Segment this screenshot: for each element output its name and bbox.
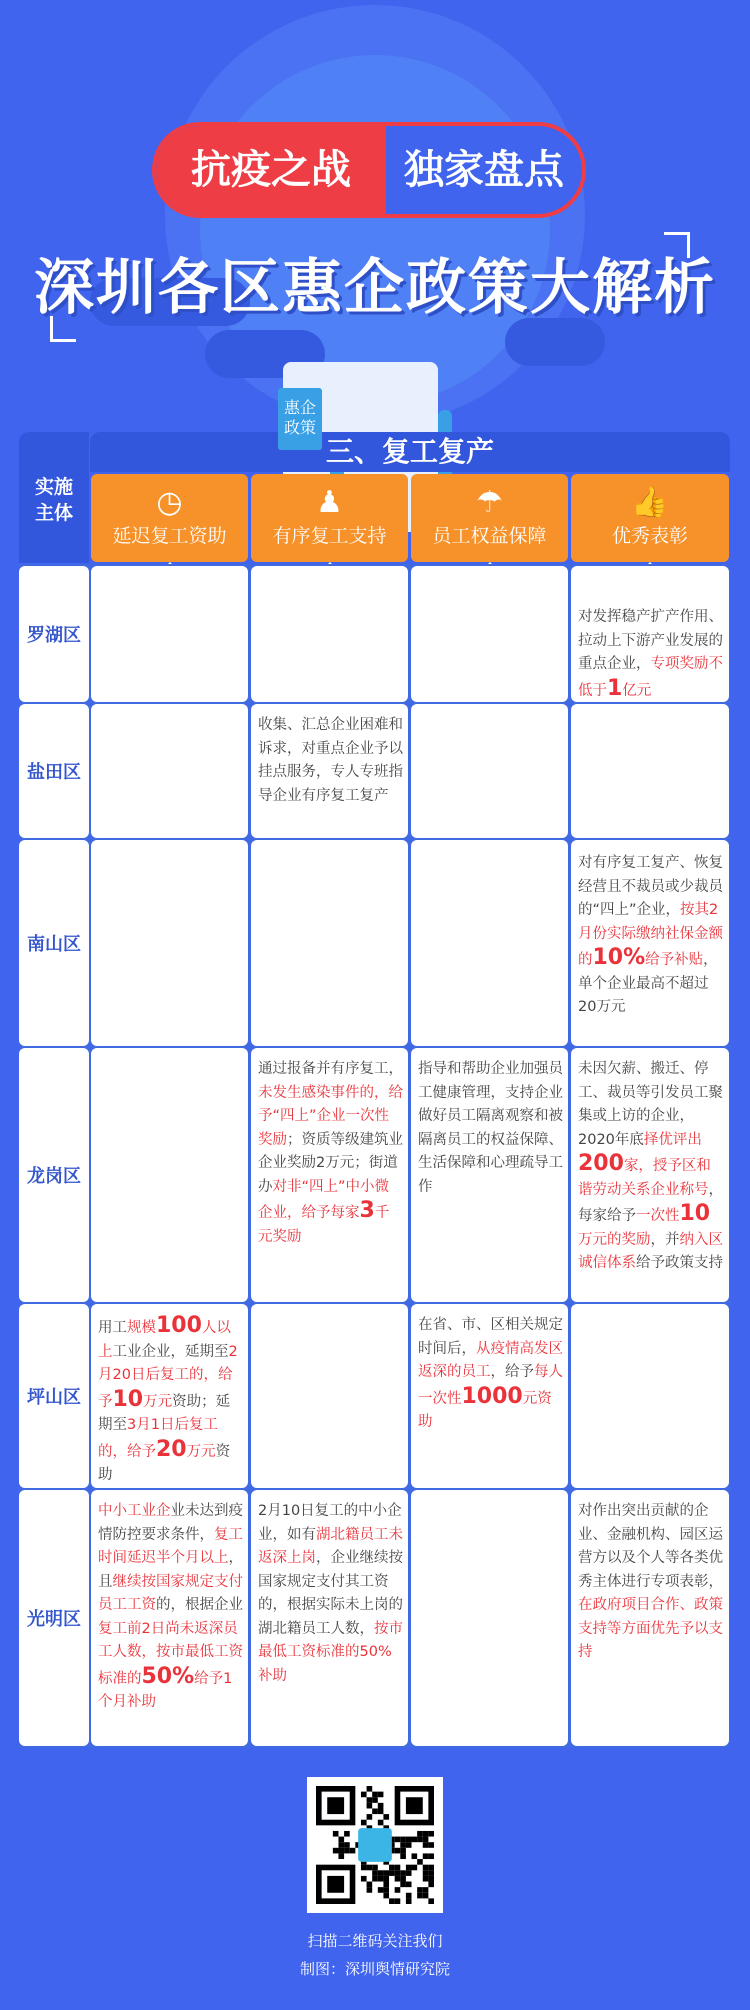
table-cell <box>571 704 729 838</box>
policy-text: ，每家给予 <box>578 1181 723 1224</box>
highlight-text: 家，授予区和谐劳动关系企业称号 <box>578 1158 711 1198</box>
district-label: 坪山区 <box>19 1304 89 1488</box>
table-cell <box>411 566 568 702</box>
highlight-number: 3 <box>359 1198 375 1223</box>
credit-text: 制图：深圳舆情研究院 <box>299 1960 450 1978</box>
highlight-number: 200 <box>578 1151 624 1176</box>
table-cell <box>571 1304 729 1488</box>
table-cell <box>91 840 248 1046</box>
highlight-text: 湖北籍员工未返深上岗 <box>258 1526 403 1566</box>
district-label: 罗湖区 <box>19 566 89 702</box>
policy-text: 用工 <box>98 1320 127 1336</box>
badge-left: 抗疫之战 <box>156 126 386 214</box>
table-cell <box>251 1048 408 1302</box>
table-cell <box>571 840 729 1046</box>
table-cell <box>411 840 568 1046</box>
policy-text: 给予政策支持 <box>636 1255 723 1271</box>
table-cell <box>251 1490 408 1746</box>
highlight-text: 规模 <box>127 1320 156 1336</box>
table-cell <box>91 704 248 838</box>
highlight-text: 中小工业企 <box>98 1503 171 1519</box>
person-icon: ♟ <box>316 485 343 520</box>
highlight-number: 10 <box>679 1201 711 1226</box>
badge-right: 独家盘点 <box>404 147 564 193</box>
thumbs-up-icon: 👍 <box>631 485 669 520</box>
highlight-text: 给予1个月补助 <box>98 1670 233 1710</box>
highlight-text: 万元 <box>143 1393 173 1410</box>
table-cell <box>251 566 408 702</box>
column-header-label: 员工权益保障 <box>432 525 547 547</box>
table-cell <box>251 840 408 1046</box>
column-header-label: 延迟复工资助 <box>112 525 227 547</box>
highlight-number: 100 <box>156 1313 202 1338</box>
column-header-label: 优秀表彰 <box>611 525 688 547</box>
highlight-text: 万元 <box>186 1443 216 1460</box>
district-label: 南山区 <box>19 840 89 1046</box>
table-cell <box>91 1048 248 1302</box>
highlight-text: 在政府项目合作、政策支持等方面优先予以支持 <box>578 1597 723 1660</box>
policy-text: 通过报备并有序复工， <box>258 1061 403 1077</box>
policy-text: 工业企业，延期至 <box>112 1343 229 1360</box>
highlight-number: 10 <box>112 1386 144 1412</box>
column-header <box>91 474 248 562</box>
highlight-text: 元资助 <box>418 1390 552 1430</box>
policy-text: 对作出突出贡献的企业、金融机构、园区运营方以及个人等各类优秀主体进行专项表彰， <box>578 1503 723 1590</box>
highlight-text: 亿元 <box>622 682 652 699</box>
table-cell <box>571 566 729 702</box>
highlight-text: 未发生感染事件的，给予“四上”企业一次性奖励 <box>258 1084 403 1148</box>
subject-header-label: 实施主体 <box>34 476 73 524</box>
highlight-text: 继续按国家规定支付员工工资 <box>98 1573 243 1613</box>
column-header <box>251 474 408 562</box>
district-label: 光明区 <box>19 1490 89 1746</box>
illustration-tag: 惠企政策 <box>278 388 322 450</box>
highlight-text: 纳入区诚信体系 <box>578 1231 723 1271</box>
qr-code[interactable] <box>307 1777 443 1913</box>
table-cell <box>251 1304 408 1488</box>
policy-text: 在省、市、区相关规定时间后， <box>418 1317 563 1357</box>
table-cell <box>571 1048 729 1302</box>
district-label: 盐田区 <box>19 704 89 838</box>
table-cell <box>91 1304 248 1488</box>
highlight-text: 2月20日后复工的，给予 <box>98 1343 238 1410</box>
page-title: 深圳各区惠企政策大解析 <box>34 253 716 323</box>
clock-icon: ◷ <box>156 485 183 520</box>
highlight-text: 从疫情高发区返深的员工 <box>418 1340 563 1380</box>
table-cell <box>411 1304 568 1488</box>
policy-text: 资助 <box>98 1443 231 1483</box>
highlight-text: 千元奖励 <box>258 1205 390 1245</box>
highlight-text: 复工时间延迟半个月以上 <box>98 1526 243 1566</box>
policy-text: 资助；延期至 <box>98 1393 231 1433</box>
policy-text: ；资质等级建筑业企业奖励2万元；街道办 <box>258 1131 403 1195</box>
highlight-text: 3月1日后复工的，给予 <box>98 1417 218 1460</box>
table-cell <box>91 566 248 702</box>
policy-text: 对发挥稳产扩产作用、拉动上下游产业发展的重点企业， <box>578 609 723 672</box>
column-header-label: 有序复工支持 <box>272 525 387 547</box>
policy-text: ，并 <box>650 1231 680 1248</box>
highlight-text: 万元的奖励 <box>578 1231 651 1248</box>
policy-text: 指导和帮助企业加强员工健康管理，支持企业做好员工隔离观察和被隔离员工的权益保障、生活保障和心理疏导工作 <box>418 1061 563 1195</box>
qr-code-image <box>316 1786 434 1904</box>
table-cell <box>251 704 408 838</box>
table-cell <box>571 1490 729 1746</box>
highlight-text: 给予补贴 <box>645 952 704 968</box>
highlight-text: 对非“四上”中小微企业，给予每家 <box>258 1178 390 1221</box>
district-label: 龙岗区 <box>19 1048 89 1302</box>
highlight-text: 专项奖励不低于 <box>578 656 723 699</box>
highlight-text: 每人一次性 <box>418 1364 563 1407</box>
policy-text: 业未达到疫情防控要求条件， <box>98 1503 243 1543</box>
highlight-number: 10% <box>592 945 646 970</box>
highlight-text: 人以上 <box>98 1320 231 1360</box>
table-cell <box>411 1490 568 1746</box>
policy-text: 2月10日复工的中小企业，如有 <box>258 1503 402 1543</box>
header-badge <box>152 122 586 218</box>
column-header <box>411 474 568 562</box>
policy-text: ，且 <box>98 1550 243 1590</box>
highlight-number: 1 <box>607 675 623 701</box>
highlight-number: 1000 <box>461 1383 523 1409</box>
umbrella-icon: ☂ <box>476 485 503 520</box>
policy-text: 未因欠薪、搬迁、停工、裁员等引发员工聚集或上访的企业，2020年底 <box>578 1061 723 1148</box>
highlight-number: 20 <box>156 1436 187 1462</box>
highlight-text: 一次性 <box>636 1208 680 1224</box>
highlight-text: 按市最低工资标准的50%补助 <box>258 1620 403 1684</box>
policy-text: 对有序复工复产、恢复经营且不裁员或少裁员的“四上”企业， <box>578 855 723 918</box>
highlight-text: 复工前2日尚未返深员工人数，按市最低工资标准的 <box>98 1620 243 1687</box>
column-header <box>571 474 729 562</box>
table-cell <box>91 1490 248 1746</box>
policy-text: ，企业继续按国家规定支付其工资的，根据实际未上岗的湖北籍员工人数， <box>258 1550 403 1637</box>
highlight-number: 50% <box>141 1663 195 1689</box>
scan-text: 扫描二维码关注我们 <box>307 1932 443 1950</box>
table-cell <box>411 1048 568 1302</box>
policy-text: ，单个企业最高不超过20万元 <box>578 952 718 1015</box>
table-cell <box>411 704 568 838</box>
policy-text: ，给予 <box>490 1364 534 1380</box>
policy-text: 的，根据企业 <box>156 1597 243 1613</box>
subject-header <box>19 432 89 563</box>
highlight-text: 择优评出 <box>643 1131 702 1148</box>
highlight-text: 按其2月份实际缴纳社保金额的 <box>578 902 723 968</box>
policy-text: 收集、汇总企业困难和诉求，对重点企业予以挂点服务，专人专班指导企业有序复工复产 <box>258 717 403 804</box>
section-title: 三、复工复产 <box>90 432 730 472</box>
